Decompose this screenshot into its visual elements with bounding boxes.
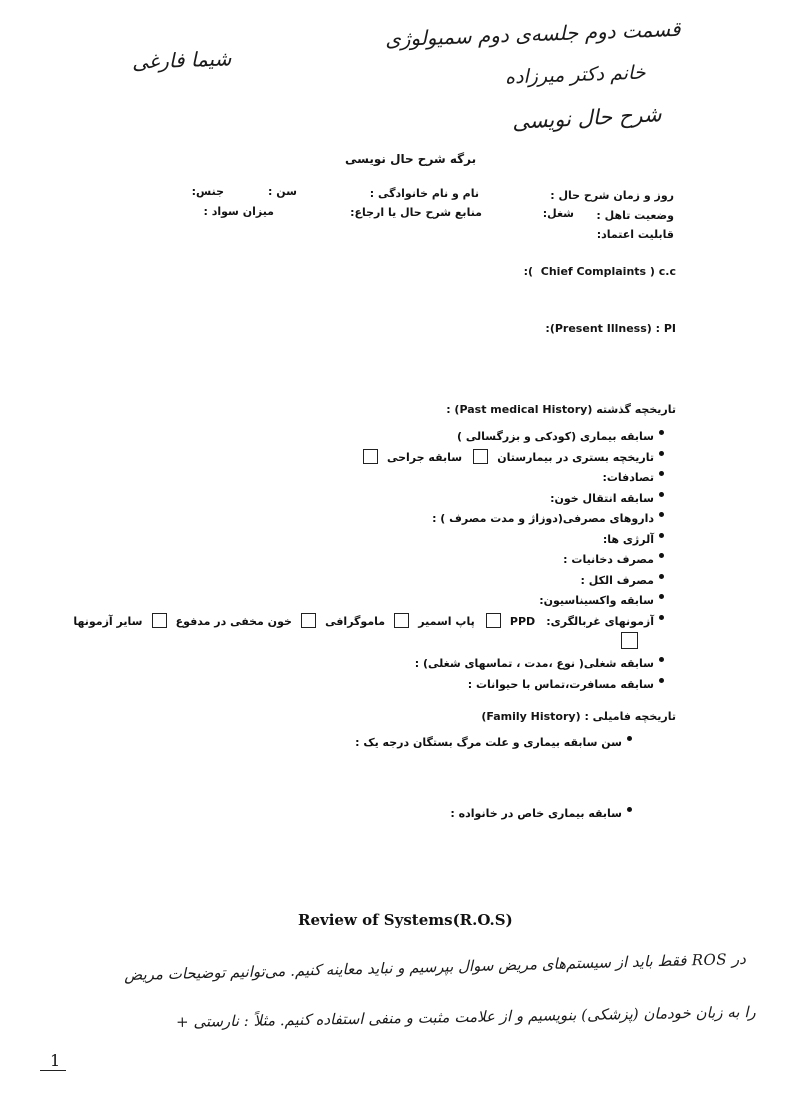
- fh-list: [355, 731, 622, 752]
- pap-label: پاپ اسمیر: [418, 614, 475, 628]
- handwritten-title-line3: شرح حال نویسی: [511, 102, 663, 134]
- pap-checkbox[interactable]: [394, 613, 409, 628]
- pmh-label-fa: تاریخچه گذشته: [596, 403, 676, 416]
- mammo-label: ماموگرافی: [325, 614, 386, 628]
- field-job: شغل:: [542, 207, 574, 220]
- other-tests-checkbox[interactable]: [621, 632, 638, 649]
- list-item: مصرف دخانیات :: [73, 548, 654, 569]
- fh-label-fa: تاریخچه فامیلی :: [584, 710, 676, 723]
- field-date-time: روز و زمان شرح حال :: [550, 189, 674, 202]
- surgery-checkbox[interactable]: [363, 449, 378, 464]
- handwritten-title-line2: خانم دکتر میرزاده: [504, 61, 646, 89]
- fh-list-2: [450, 802, 622, 823]
- list-item: سابقه شغلی( نوع ،مدت ، تماسهای شغلی) :: [73, 652, 654, 673]
- ppd-label: PPD: [509, 614, 536, 628]
- handwritten-note-line1: در ROS فقط باید از سیستم‌های مریض سوال بپرسیم و نباید معاینه کنیم. می‌توانیم توضیحات مریض: [123, 949, 747, 985]
- field-age: سن :: [268, 185, 297, 198]
- list-item: سن سابقه بیماری و علت مرگ بستگان درجه یک :: [355, 731, 622, 752]
- list-item: سابقه انتقال خون:: [73, 487, 654, 508]
- field-literacy: میزان سواد :: [203, 205, 274, 218]
- list-item: سابقه بیماری (کودکی و بزرگسالی ): [73, 425, 654, 446]
- fh-label-en: Family History: [486, 710, 576, 723]
- cc-open-paren: :(: [523, 265, 534, 278]
- list-item: سابقه مسافرت،تماس با حیوانات :: [73, 673, 654, 694]
- hospitalization-checkbox[interactable]: [473, 449, 488, 464]
- ppd-checkbox[interactable]: [486, 613, 501, 628]
- list-item: تاریخچه بستری در بیمارستان سابقه جراحی: [73, 446, 654, 467]
- handwritten-author: شیما فارغی: [131, 46, 232, 74]
- section-present-illness: [545, 322, 676, 335]
- field-sex: جنس:: [191, 185, 224, 198]
- pi-open-paren: :(: [545, 322, 555, 335]
- pmh-label-en: Past medical History: [459, 403, 588, 416]
- field-name: نام و نام خانوادگی :: [369, 187, 479, 200]
- list-item: سابقه بیماری خاص در خانواده :: [450, 802, 622, 823]
- page-number: [40, 1051, 66, 1071]
- list-item: داروهای مصرفی(دوزاژ و مدت مصرف ) :: [73, 507, 654, 528]
- handwritten-note-line2: را به زبان خودمان (پزشکی) بنویسیم و از علامت مثبت و منفی استفاده کنیم. مثلاً : نارستی +: [176, 1002, 757, 1032]
- list-item: آلرژی ها:: [73, 528, 654, 549]
- ros-title: Review of Systems(R.O.S): [298, 911, 513, 929]
- field-reliability: قابلیت اعتماد:: [596, 228, 674, 241]
- field-marital: وضعیت تاهل :: [596, 209, 674, 222]
- form-title: برگه شرح حال نویسی: [345, 152, 477, 166]
- list-item: آزمونهای غربالگری: PPD پاپ اسمیر ماموگرافی خون مخفی در مدفوع سایر آزمونها: [73, 610, 654, 631]
- surgery-label: سابقه جراحی: [386, 450, 463, 464]
- cc-label: Chief Complaints ) c.c: [540, 265, 676, 278]
- page-number-text: 1: [50, 1051, 61, 1070]
- field-sources: منابع شرح حال یا ارجاع:: [350, 206, 482, 219]
- section-chief-complaints: [524, 265, 676, 278]
- section-family-history: تاریخچه فامیلی : (Family History): [481, 710, 676, 723]
- list-item: سابقه واکسیناسیون:: [73, 589, 654, 610]
- mammo-checkbox[interactable]: [301, 613, 316, 628]
- list-item-blank: [73, 630, 654, 652]
- list-item: تصادفات:: [73, 466, 654, 487]
- pi-label: Present Illness) : PI: [554, 322, 676, 335]
- fobt-label: خون مخفی در مدفوع: [175, 614, 292, 628]
- section-past-medical-history: تاریخچه گذشته (Past medical History) :: [446, 403, 676, 416]
- other-tests-label: سایر آزمونها: [73, 614, 143, 628]
- pmh-list: [73, 425, 654, 693]
- handwritten-title-line1: قسمت دوم جلسه‌ی دوم سمیولوژی: [384, 16, 681, 52]
- fobt-checkbox[interactable]: [152, 613, 167, 628]
- list-item: مصرف الکل :: [73, 569, 654, 590]
